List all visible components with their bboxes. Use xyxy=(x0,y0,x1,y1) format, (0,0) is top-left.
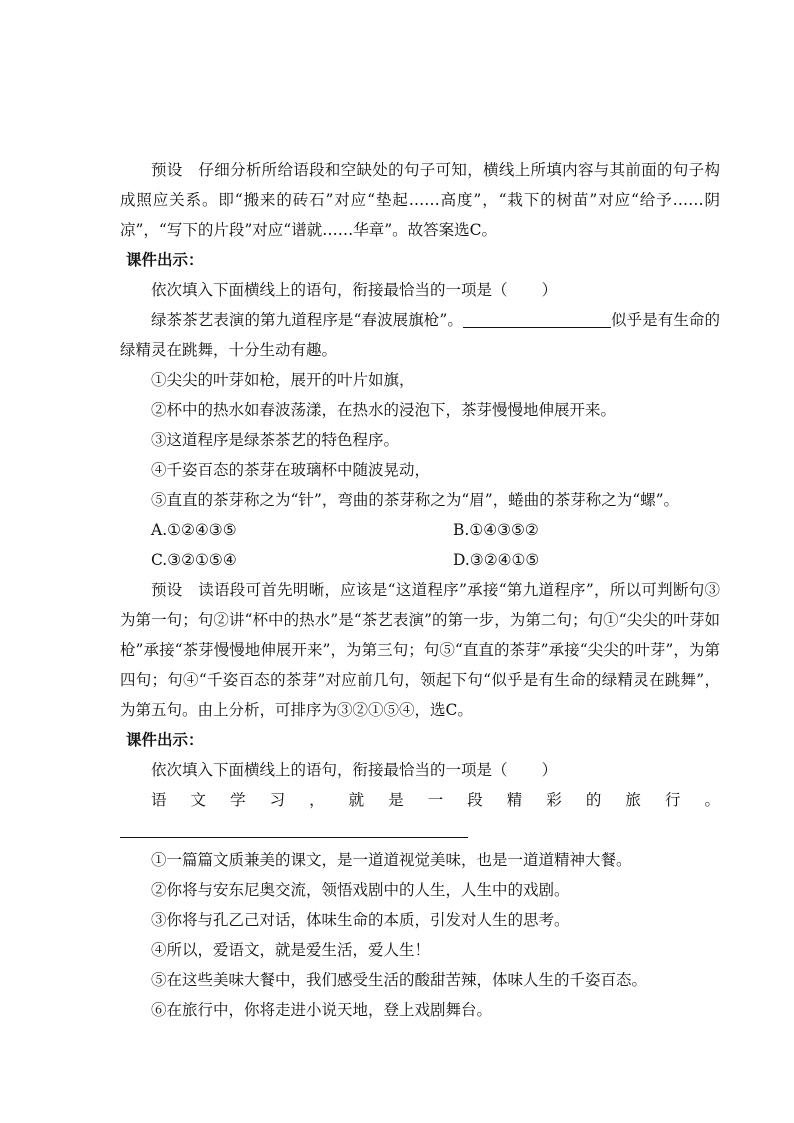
question-prompt-3: 依次填入下面横线上的语句，衔接最恰当的一项是（ ） xyxy=(151,761,558,779)
list-item: ⑤在这些美味大餐中，我们感受生活的酸甜苦辣，体味人生的千姿百态。 xyxy=(151,971,648,989)
list-item: ①尖尖的叶芽如枪，展开的叶片如旗， xyxy=(151,371,415,389)
option-b: B.①④③⑤② xyxy=(453,521,539,539)
options-row-2 xyxy=(120,545,720,575)
courseware-heading-2: 课件出示： xyxy=(126,730,204,749)
question-passage-2: 绿茶茶艺表演的第九道程序是“春波展旗枪”。 似乎是有生命的绿精灵在跳舞，十分生动有趣。 xyxy=(120,311,720,359)
list-item: ④千姿百态的茶芽在玻璃杯中随波晃动， xyxy=(151,461,431,479)
analysis-text: 仔细分析所给语段和空缺处的句子可知，横线上所填内容与其前面的句子构成照应关系。即“搬来的砖石”对应“垫起……高度”，“栽下的树苗”对应“给予……阴凉”，“写下的片段”对应“谱就……华章”。故答案选C。 xyxy=(120,161,720,239)
question-passage-3: 语文学习，就是一段精彩的旅行。 xyxy=(120,785,720,845)
question-prompt-2: 依次填入下面横线上的语句，衔接最恰当的一项是（ ） xyxy=(151,281,558,299)
analysis-label: 预设 xyxy=(151,581,183,599)
list-item: ①一篇篇文质兼美的课文，是一道道视觉美味，也是一道道精神大餐。 xyxy=(151,851,632,869)
analysis-label: 预设 xyxy=(151,161,183,179)
analysis-paragraph-2 xyxy=(120,575,720,725)
list-item: ③这道程序是绿茶茶艺的特色程序。 xyxy=(151,431,400,449)
option-a: A.①②④③⑤ xyxy=(151,521,237,539)
list-item: ⑤直直的茶芽称之为“针”，弯曲的茶芽称之为“眉”，蜷曲的茶芽称之为“螺”。 xyxy=(151,491,680,509)
option-d: D.③②④①⑤ xyxy=(453,551,540,569)
answer-blank xyxy=(120,819,468,838)
analysis-paragraph-1 xyxy=(120,155,720,245)
option-c: C.③②①⑤④ xyxy=(151,551,237,569)
list-item: ②你将与安东尼奥交流，领悟戏剧中的人生，人生中的戏剧。 xyxy=(151,881,570,899)
list-item: ③你将与孔乙己对话，体味生命的本质，引发对人生的思考。 xyxy=(151,911,570,929)
list-item: ④所以，爱语文，就是爱生活，爱人生！ xyxy=(151,941,431,959)
list-item: ②杯中的热水如春波荡漾，在热水的浸泡下，茶芽慢慢地伸展开来。 xyxy=(151,401,617,419)
analysis-text: 读语段可首先明晰，应该是“这道程序”承接“第九道程序”，所以可判断句③为第一句；句②讲“杯中的热水”是“茶艺表演”的第一步，为第二句；句①“尖尖的叶芽如枪”承接“茶芽慢慢地伸展开来”，为第三句；句⑤“直直的茶芽”承接“尖尖的叶芽”，为第四句；句④“千姿百态的茶芽”对应前几句，领起下句“似乎是有生命的绿精灵在跳舞”，为第五句。由上分析，可排序为③②①⑤④，选C。 xyxy=(120,581,721,719)
list-item: ⑥在旅行中，你将走进小说天地，登上戏剧舞台。 xyxy=(151,1001,493,1019)
options-row-1 xyxy=(120,515,720,545)
document-content xyxy=(120,155,720,1025)
answer-blank xyxy=(463,309,611,328)
courseware-heading-1: 课件出示： xyxy=(126,250,204,269)
